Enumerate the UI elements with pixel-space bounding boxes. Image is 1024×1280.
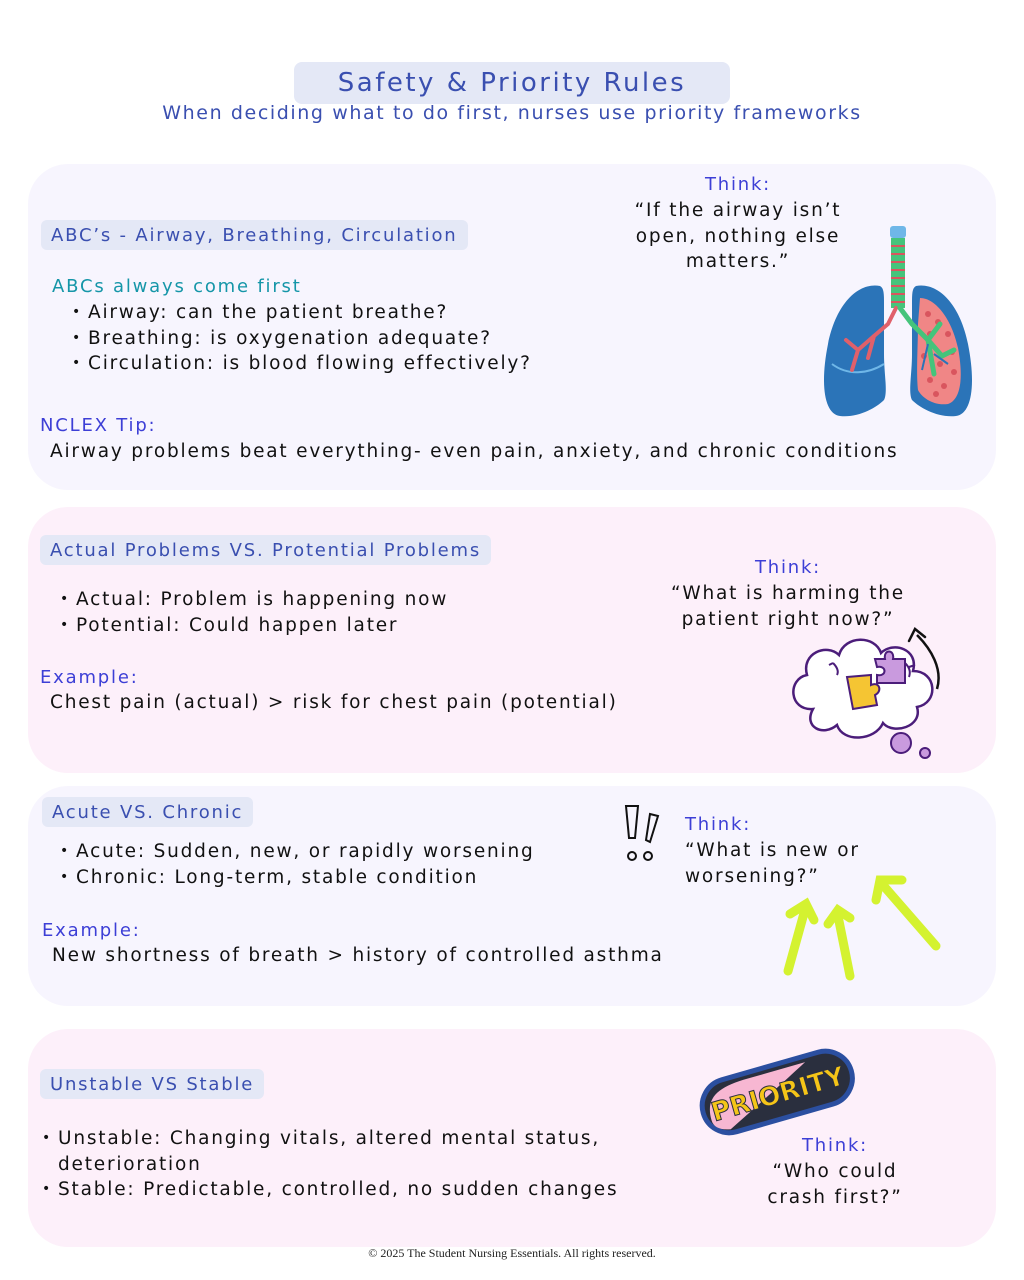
think-quote-line: patient right now?” — [681, 608, 895, 630]
list-item: • Stable: Predictable, controlled, no sudden changes — [42, 1177, 618, 1203]
list-item: • Actual: Problem is happening now — [60, 587, 448, 613]
section-heading: Actual Problems VS. Protential Problems — [40, 535, 491, 565]
bullet-list — [60, 587, 448, 638]
badge-text: PRIORITY — [708, 1061, 849, 1129]
list-item: • Airway: can the patient breathe? — [72, 300, 532, 326]
double-exclamation-icon — [622, 804, 672, 864]
bullet-list — [72, 300, 532, 377]
section-subheading: ABCs always come first — [52, 276, 302, 297]
example-text: New shortness of breath > history of controlled asthma — [52, 945, 664, 966]
think-quote-line: matters.” — [685, 251, 791, 272]
think-label: Think: — [754, 557, 822, 578]
think-quote-line: open, nothing else — [635, 225, 841, 247]
green-arrows-icon — [768, 866, 948, 981]
section-acute-vs-chronic — [28, 786, 996, 1006]
think-label: Think: — [801, 1135, 869, 1156]
example-label: Example: — [40, 667, 139, 688]
section-abcs — [28, 164, 996, 490]
page-title: Safety & Priority Rules — [294, 62, 730, 104]
think-quote-line: crash first?” — [767, 1186, 903, 1208]
list-item: • Chronic: Long-term, stable condition — [60, 865, 535, 891]
think-label: Think: — [685, 814, 752, 835]
list-item — [42, 1126, 618, 1177]
bullet-continuation: deterioration — [58, 1153, 202, 1175]
think-quote-line: “What is harming the — [671, 583, 905, 604]
section-unstable-vs-stable — [28, 1029, 996, 1247]
section-actual-vs-potential — [28, 507, 996, 773]
bullet-list — [42, 1126, 618, 1203]
page-subtitle: When deciding what to do first, nurses use priority frameworks — [162, 102, 862, 124]
think-label: Think: — [704, 174, 772, 195]
lungs-icon — [818, 224, 978, 424]
tip-text: Airway problems beat everything- even pain, anxiety, and chronic conditions — [50, 441, 899, 462]
think-block — [720, 1133, 950, 1210]
list-item: • Breathing: is oxygenation adequate? — [72, 326, 532, 352]
section-heading: Acute VS. Chronic — [42, 797, 253, 827]
thought-cloud-puzzle-icon — [783, 619, 953, 764]
section-heading: Unstable VS Stable — [40, 1069, 264, 1099]
list-item: • Potential: Could happen later — [60, 613, 448, 639]
think-quote-line: worsening?” — [685, 865, 820, 887]
tip-label: NCLEX Tip: — [40, 415, 157, 436]
list-item: • Circulation: is blood flowing effectively? — [72, 351, 532, 377]
section-heading: ABC’s - Airway, Breathing, Circulation — [41, 220, 468, 250]
bullet-list — [60, 839, 535, 890]
copyright-footer: © 2025 The Student Nursing Essentials. All rights reserved. — [368, 1246, 656, 1260]
think-quote-line: “If the airway isn’t — [634, 200, 842, 221]
think-quote-line: “What is new or — [685, 840, 860, 861]
bullet-text: Unstable: Changing vitals, altered mental status, — [58, 1128, 601, 1149]
list-item: • Acute: Sudden, new, or rapidly worsening — [60, 839, 535, 865]
example-label: Example: — [42, 920, 141, 941]
priority-badge-icon — [692, 1041, 862, 1141]
example-text: Chest pain (actual) > risk for chest pain (potential) — [50, 692, 618, 713]
think-quote-line: “Who could — [772, 1161, 898, 1182]
